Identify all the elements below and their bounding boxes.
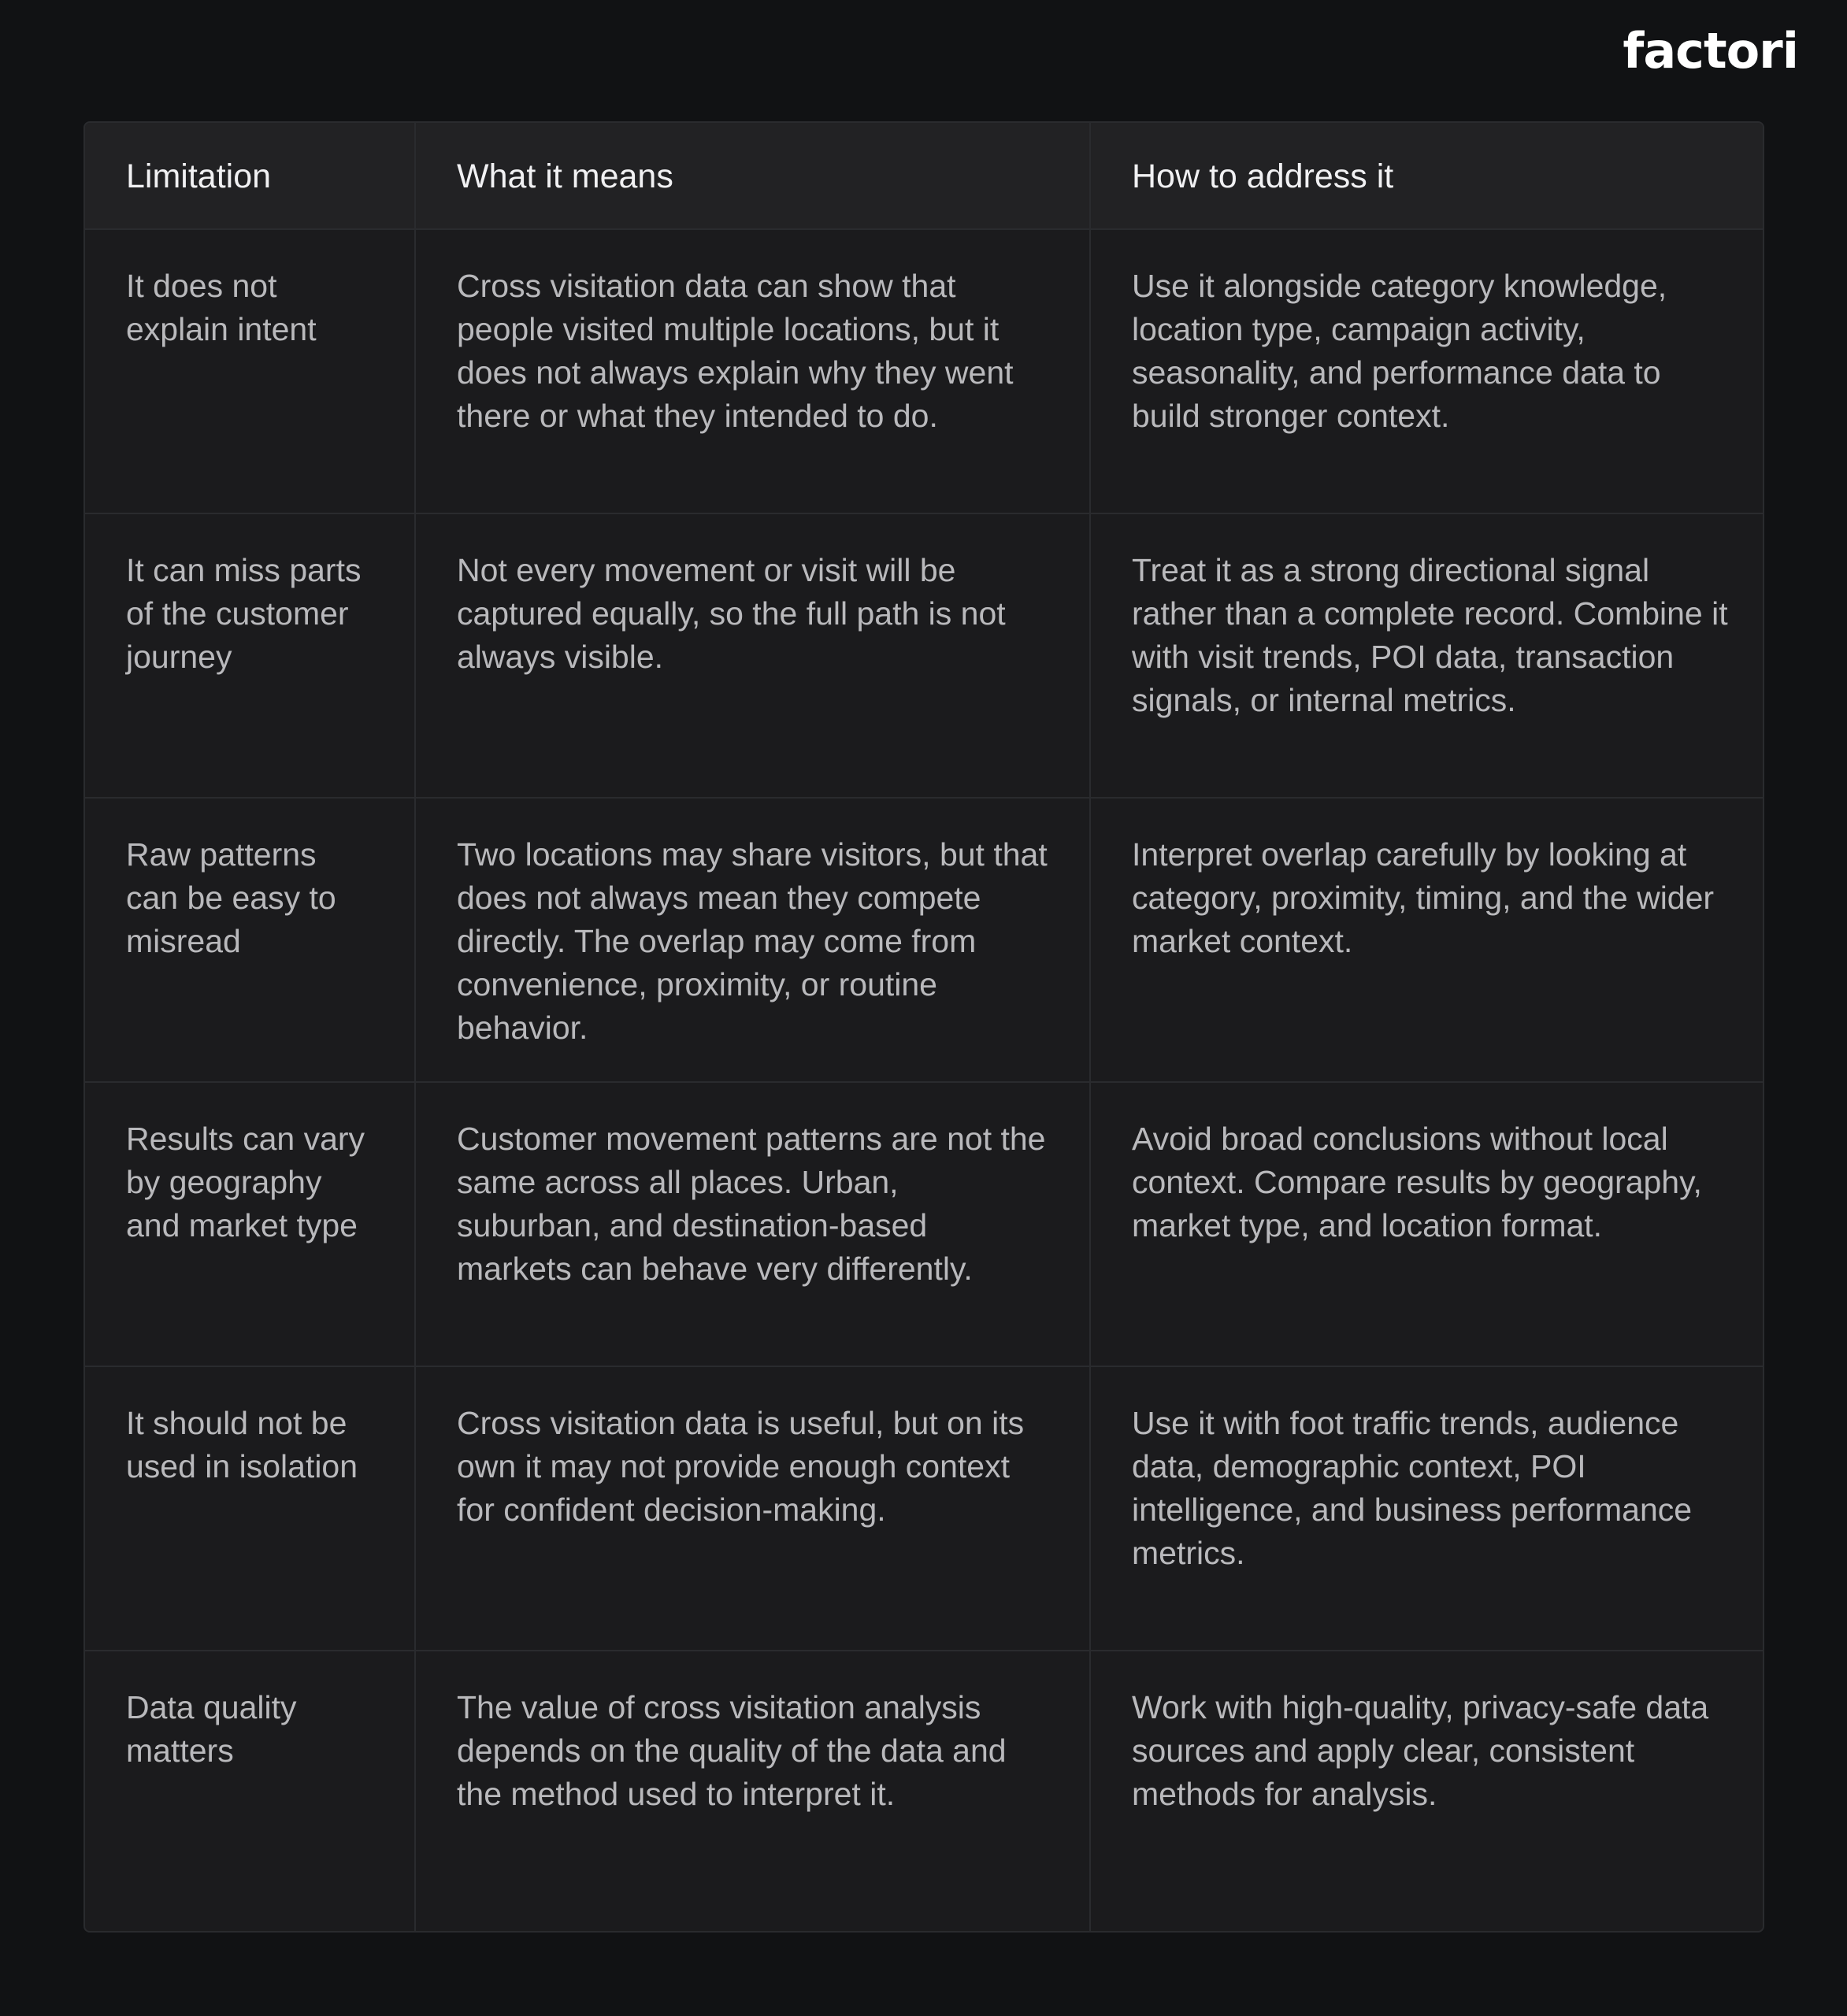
factori-logo: factori xyxy=(1623,22,1798,80)
header-what-it-means: What it means xyxy=(416,123,1091,228)
address-cell: Use it with foot traffic trends, audience data, demographic context, POI intelligence, and business performance metrics. xyxy=(1132,1405,1693,1571)
table-header-row xyxy=(85,123,1763,230)
limitation-cell: Raw patterns can be easy to misread xyxy=(85,799,416,1081)
limitation-cell: Results can vary by geography and market type xyxy=(85,1083,416,1366)
limitation-cell: It can miss parts of the customer journey xyxy=(85,514,416,797)
limitation-cell: It should not be used in isolation xyxy=(85,1367,416,1650)
table-row xyxy=(85,1367,1763,1651)
address-cell: Interpret overlap carefully by looking at category, proximity, timing, and the wider market context. xyxy=(1132,836,1715,959)
meaning-cell: Cross visitation data is useful, but on its own it may not provide enough context for confident decision-making. xyxy=(416,1367,1091,1650)
meaning-cell: Customer movement patterns are not the same across all places. Urban, suburban, and destination-based markets can behave very differently. xyxy=(416,1083,1091,1366)
header-limitation: Limitation xyxy=(85,123,416,228)
limitations-table xyxy=(83,121,1764,1933)
meaning-cell: The value of cross visitation analysis depends on the quality of the data and the method used to interpret it. xyxy=(416,1651,1091,1933)
address-cell: Avoid broad conclusions without local context. Compare results by geography, market type, and location format. xyxy=(1132,1121,1702,1243)
table-row xyxy=(85,1651,1763,1933)
header-how-to-address-it: How to address it xyxy=(1132,158,1394,195)
limitation-cell: Data quality matters xyxy=(85,1651,416,1933)
limitation-cell: It does not explain intent xyxy=(85,230,416,513)
address-cell: Use it alongside category knowledge, location type, campaign activity, seasonality, and performance data to build stronger context. xyxy=(1132,268,1667,434)
table-row xyxy=(85,230,1763,514)
meaning-cell: Not every movement or visit will be captured equally, so the full path is not always visible. xyxy=(416,514,1091,797)
address-cell: Treat it as a strong directional signal rather than a complete record. Combine it with visit trends, POI data, transaction signals, or internal metrics. xyxy=(1132,552,1728,718)
meaning-cell: Two locations may share visitors, but that does not always mean they compete directly. The overlap may come from convenience, proximity, or routine behavior. xyxy=(416,799,1091,1081)
table-row xyxy=(85,799,1763,1083)
table-row xyxy=(85,514,1763,799)
address-cell: Work with high-quality, privacy-safe data sources and apply clear, consistent methods for analysis. xyxy=(1132,1689,1709,1812)
table-row xyxy=(85,1083,1763,1367)
meaning-cell: Cross visitation data can show that people visited multiple locations, but it does not always explain why they went there or what they intended to do. xyxy=(416,230,1091,513)
